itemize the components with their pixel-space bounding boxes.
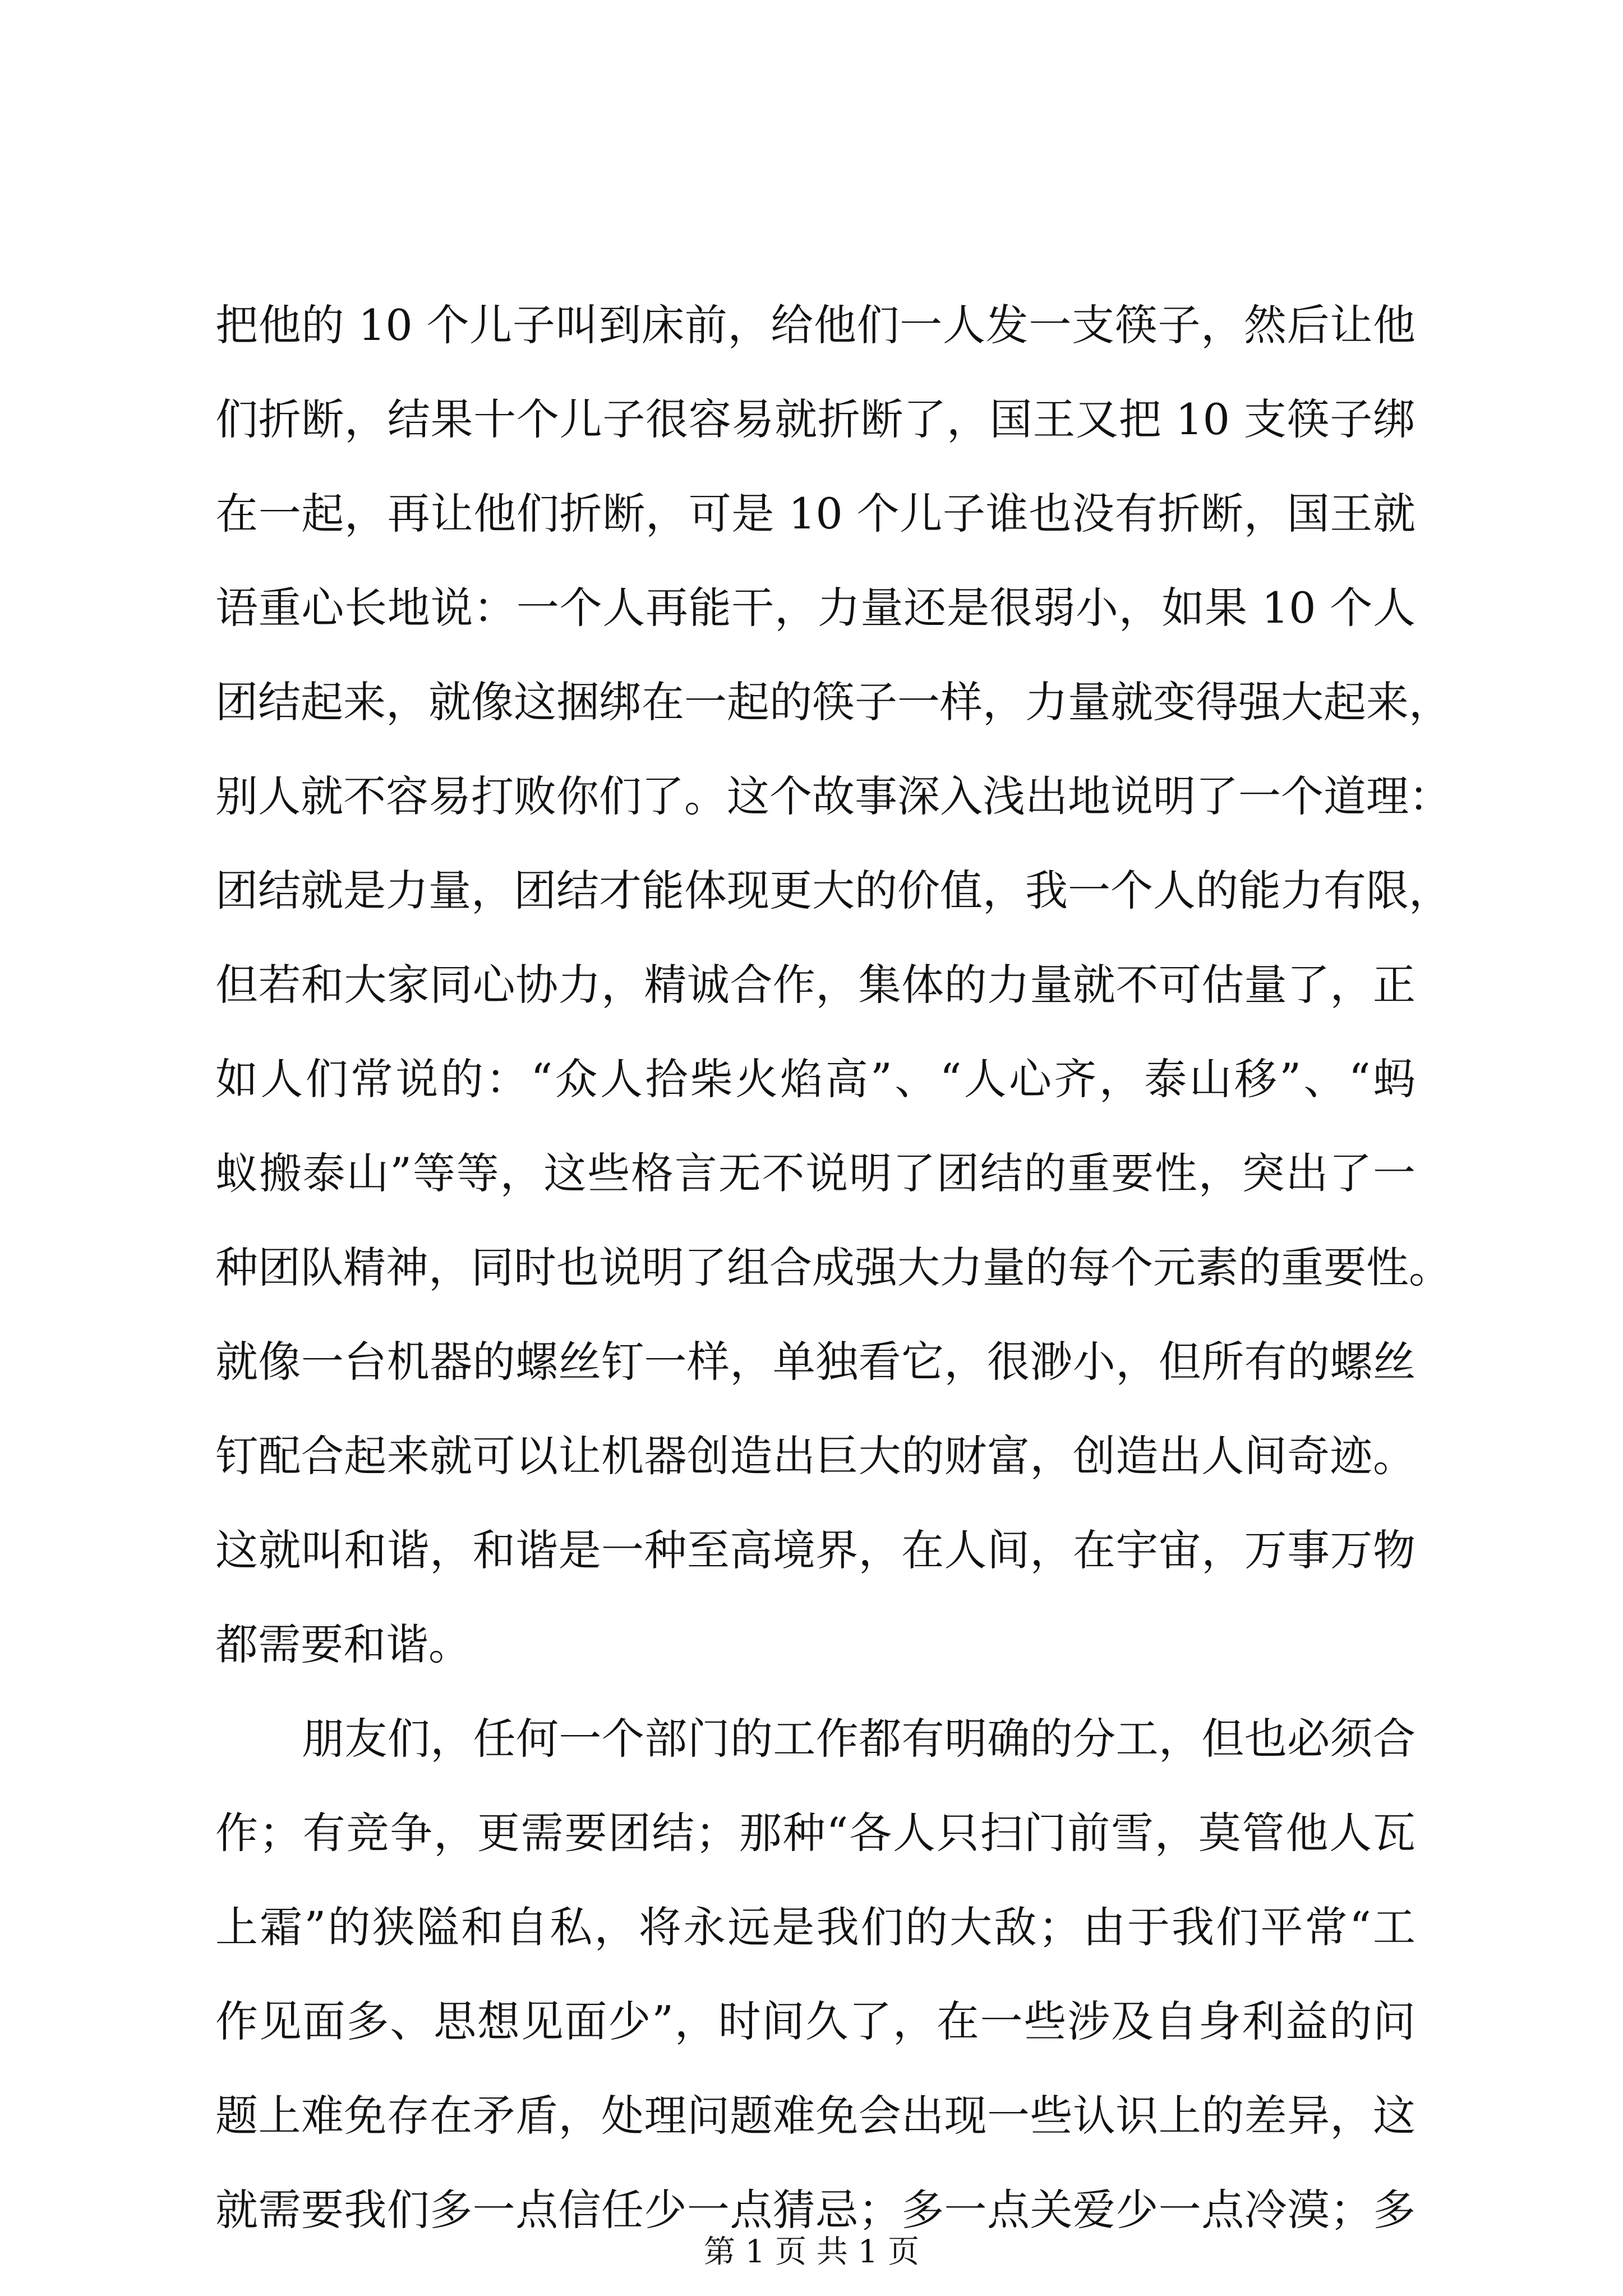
body-line-15: 都需要和谐。 xyxy=(215,1619,471,1669)
body-line-19: 作见面多、思想见面少”，时间久了，在一些涉及自身利益的问 xyxy=(215,1996,1415,2046)
body-line-3: 在一起，再让他们折断，可是 10 个儿子谁也没有折断，国王就 xyxy=(215,489,1415,539)
body-line-18: 上霜”的狭隘和自私，将永远是我们的大敌；由于我们平常“工 xyxy=(215,1902,1415,1952)
body-line-7: 团结就是力量，团结才能体现更大的价值，我一个人的能力有限， xyxy=(215,866,1451,915)
body-line-16: 朋友们，任何一个部门的工作都有明确的分工，但也必须合 xyxy=(302,1714,1415,1764)
body-line-4: 语重心长地说：一个人再能干，力量还是很弱小，如果 10 个人 xyxy=(215,583,1415,633)
body-line-2: 们折断，结果十个儿子很容易就折断了，国王又把 10 支筷子绑 xyxy=(215,394,1415,444)
body-line-20: 题上难免存在矛盾，处理问题难免会出现一些认识上的差异，这 xyxy=(215,2091,1415,2141)
body-line-8: 但若和大家同心协力，精诚合作，集体的力量就不可估量了，正 xyxy=(215,960,1415,1010)
body-line-14: 这就叫和谐，和谐是一种至高境界，在人间，在宇宙，万事万物 xyxy=(215,1525,1415,1575)
body-line-13: 钉配合起来就可以让机器创造出巨大的财富，创造出人间奇迹。 xyxy=(215,1431,1415,1481)
body-line-12: 就像一台机器的螺丝钉一样，单独看它，很渺小，但所有的螺丝 xyxy=(215,1337,1415,1387)
body-line-9: 如人们常说的：“众人拾柴火焰高”、“人心齐，泰山移”、“蚂 xyxy=(215,1054,1415,1104)
body-line-1: 把他的 10 个儿子叫到床前，给他们一人发一支筷子，然后让他 xyxy=(215,300,1415,350)
body-line-5: 团结起来，就像这捆绑在一起的筷子一样，力量就变得强大起来， xyxy=(215,677,1451,727)
body-line-11: 种团队精神，同时也说明了组合成强大力量的每个元素的重要性。 xyxy=(215,1243,1451,1292)
body-line-6: 别人就不容易打败你们了。这个故事深入浅出地说明了一个道理： xyxy=(215,771,1451,821)
body-line-21: 就需要我们多一点信任少一点猜忌；多一点关爱少一点冷漠；多 xyxy=(215,2185,1415,2235)
body-line-17: 作；有竞争，更需要团结；那种“各人只扫门前雪，莫管他人瓦 xyxy=(215,1808,1415,1858)
body-line-10: 蚁搬泰山”等等，这些格言无不说明了团结的重要性，突出了一 xyxy=(215,1148,1415,1198)
page-number-footer: 第 1 页 共 1 页 xyxy=(703,2234,920,2270)
